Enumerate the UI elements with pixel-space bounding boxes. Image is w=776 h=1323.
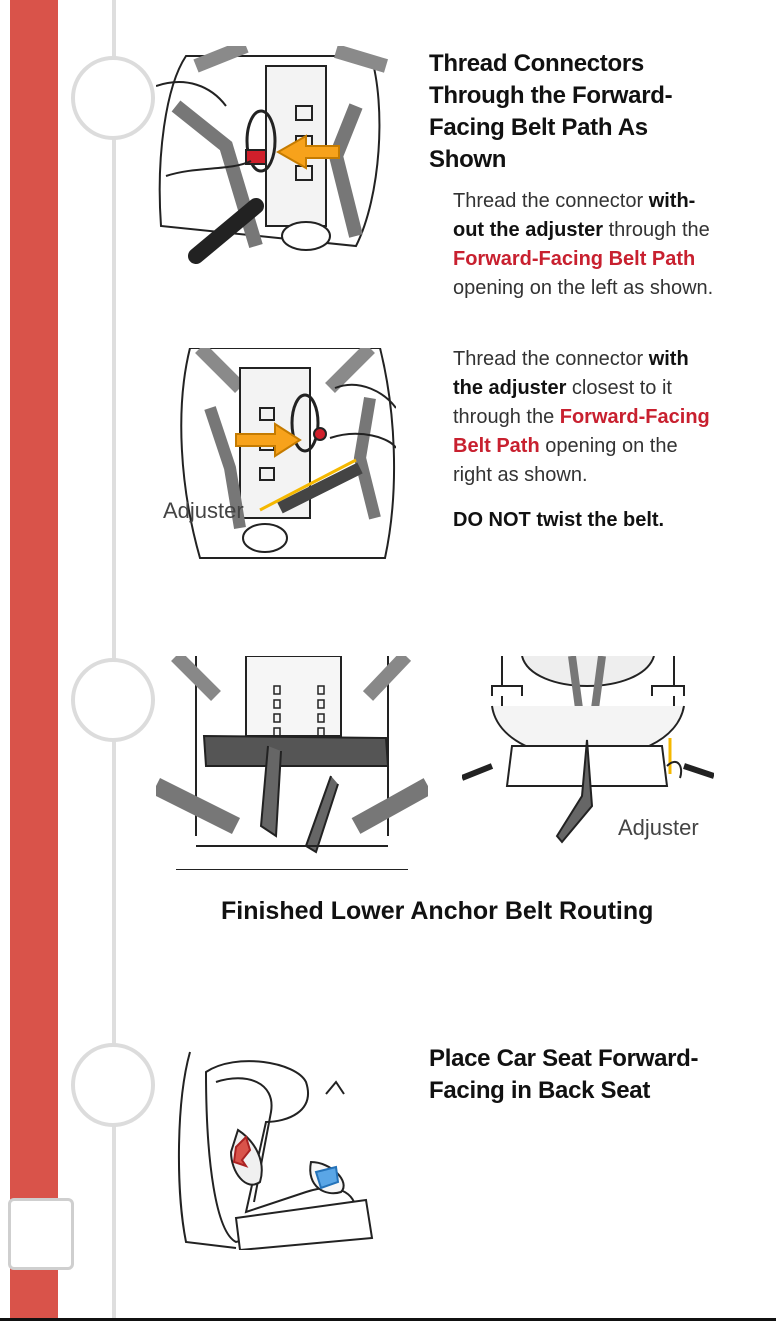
instruction-text: opening on the left as shown. xyxy=(453,277,714,299)
page-bottom-rule xyxy=(0,1318,776,1321)
instruction-text: opening on the right as shown. xyxy=(453,435,678,486)
adjuster-label: Adjuster xyxy=(163,498,244,523)
step3-title-line: Facing in Back Seat xyxy=(429,1077,651,1104)
step1-instruction-right xyxy=(453,345,718,490)
step1-instruction-left xyxy=(453,187,718,303)
instruction-text: Thread the connector xyxy=(453,190,649,212)
instruction-text: closest to it through the xyxy=(453,377,672,428)
routing-caption: Finished Lower Anchor Belt Routing xyxy=(221,897,654,925)
sidebar-accent-bar xyxy=(10,0,58,1318)
instruction-belt-path: Forward-Facing Belt Path xyxy=(453,406,710,457)
instruction-bold: with-out the adjuster xyxy=(453,190,696,241)
illustration-car-seat-side xyxy=(176,1042,378,1250)
step1-title-line: Thread Connectors xyxy=(429,50,644,77)
page-number-box xyxy=(8,1198,74,1270)
illustration-thread-left-connector xyxy=(156,46,392,264)
illustration-finished-routing-back xyxy=(156,656,428,870)
step-marker-1 xyxy=(71,56,155,140)
step3-title-line: Place Car Seat Forward- xyxy=(429,1045,699,1072)
step3-title xyxy=(429,1043,698,1107)
step1-title-line: Through the Forward- xyxy=(429,82,673,109)
step1-title xyxy=(429,48,672,176)
warning-note: DO NOT twist the belt. xyxy=(453,509,665,531)
step-marker-2 xyxy=(71,658,155,742)
step1-title-line: Facing Belt Path As xyxy=(429,114,648,141)
instruction-text: Thread the connector xyxy=(453,348,649,370)
adjuster-label: Adjuster xyxy=(618,815,699,840)
instruction-text: through the xyxy=(603,219,710,241)
illustration-thread-right-connector xyxy=(160,348,396,564)
step-marker-3 xyxy=(71,1043,155,1127)
instruction-belt-path: Forward-Facing Belt Path xyxy=(453,248,696,270)
step1-title-line: Shown xyxy=(429,146,507,173)
instruction-bold: with the adjuster xyxy=(453,348,689,399)
